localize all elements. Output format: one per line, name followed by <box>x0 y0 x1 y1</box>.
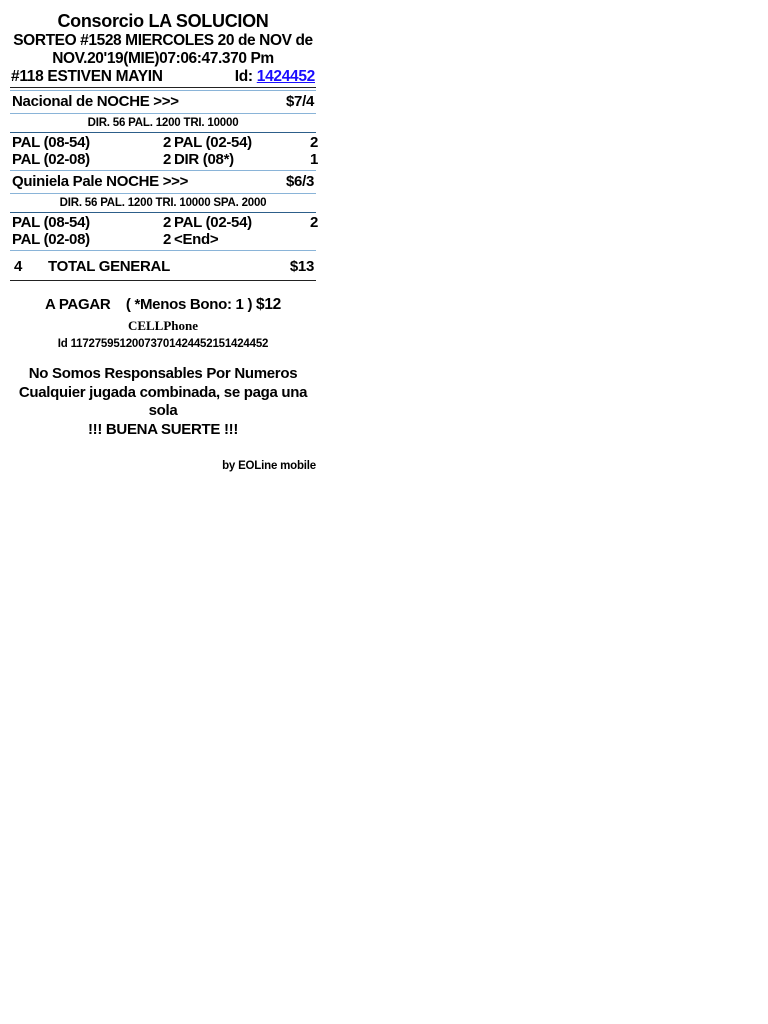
play-qty: 2 <box>162 231 171 248</box>
play-qty: 2 <box>162 134 171 151</box>
device-label: CELLPhone <box>127 318 199 333</box>
ticket-title: Consorcio LA SOLUCION <box>57 11 269 31</box>
divider <box>10 280 316 281</box>
section-name: Quiniela Pale NOCHE >>> <box>12 173 189 190</box>
disclaimer <box>10 365 316 439</box>
divider <box>10 90 316 91</box>
good-luck-line: !!! BUENA SUERTE !!! <box>87 420 239 438</box>
divider <box>10 132 316 133</box>
play-label: PAL (02-08) <box>12 231 90 248</box>
divider <box>10 87 316 88</box>
id-label: Id: <box>234 68 253 85</box>
section-prices: DIR. 56 PAL. 1200 TRI. 10000 <box>87 117 239 129</box>
disclaimer-line: No Somos Responsables Por Numeros <box>28 365 298 382</box>
payment-line <box>10 295 316 315</box>
ticket-id-group <box>235 68 315 86</box>
play-label: PAL (02-54) <box>174 134 252 151</box>
ticket-id-link[interactable]: 1424452 <box>256 68 315 85</box>
lottery-ticket <box>10 10 316 473</box>
ticket-serial: Id 11727595120073701424452151424452 <box>57 338 269 350</box>
total-amount: $13 <box>289 258 314 275</box>
divider <box>10 212 316 213</box>
divider <box>10 250 316 251</box>
draw-info-line-1: SORTEO #1528 MIERCOLES 20 de NOV de <box>13 32 313 49</box>
play-label: PAL (08-54) <box>12 134 90 151</box>
footer-credit: by EOLine mobile <box>222 460 316 472</box>
play-label: PAL (08-54) <box>12 214 90 231</box>
section-amount: $6/3 <box>286 173 314 190</box>
play-qty <box>308 231 318 248</box>
section-prices: DIR. 56 PAL. 1200 TRI. 10000 SPA. 2000 <box>59 197 267 209</box>
play-qty: 2 <box>162 151 171 168</box>
payment-label: A PAGAR <box>45 296 111 313</box>
play-qty: 1 <box>309 151 318 168</box>
bonus-note: ( *Menos Bono: 1 ) <box>125 296 253 313</box>
play-label: PAL (02-08) <box>12 151 90 168</box>
section-name: Nacional de NOCHE >>> <box>12 93 179 110</box>
payment-amount: $12 <box>256 296 281 313</box>
user-name: #118 ESTIVEN MAYIN <box>11 68 163 85</box>
draw-info-line-2: NOV.20'19(MIE)07:06:47.370 Pm <box>52 50 274 67</box>
plays-grid <box>10 214 316 248</box>
play-label: <End> <box>174 231 219 248</box>
play-label: PAL (02-54) <box>174 214 252 231</box>
section-nacional <box>10 93 316 168</box>
total-label: TOTAL GENERAL <box>48 258 170 275</box>
divider <box>10 113 316 114</box>
total-count: 4 <box>14 258 23 275</box>
disclaimer-line: Cualquier jugada combinada, se paga una sola <box>18 383 308 419</box>
section-quiniela-pale <box>10 173 316 248</box>
section-amount: $7/4 <box>286 93 314 110</box>
play-qty: 2 <box>309 134 318 151</box>
divider <box>10 193 316 194</box>
divider <box>10 170 316 171</box>
play-qty: 2 <box>309 214 318 231</box>
section-header <box>10 93 316 111</box>
total-row <box>10 253 316 279</box>
section-header <box>10 173 316 191</box>
plays-grid <box>10 134 316 168</box>
play-label: DIR (08*) <box>174 151 234 168</box>
play-qty: 2 <box>162 214 171 231</box>
user-row <box>10 68 316 86</box>
